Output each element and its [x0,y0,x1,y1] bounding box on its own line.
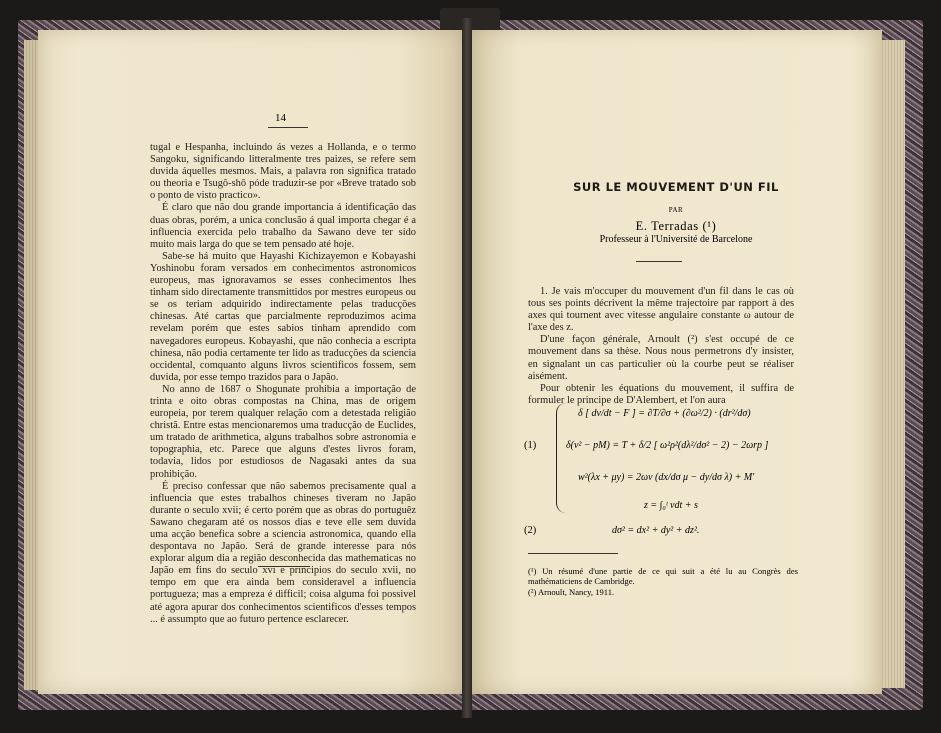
equation-brace [556,403,567,513]
article-title: SUR LE MOUVEMENT D'UN FIL [573,180,779,194]
by-label: PAR [668,206,684,214]
footnote-rule [528,553,618,554]
equation-system [520,400,810,545]
equation-label-2: (2) [524,525,537,536]
affiliation: Professeur à l'Université de Barcelone [599,234,753,245]
right-page-body [528,286,794,407]
paragraph: D'une façon générale, Arnoult (²) s'est occupé de ce mouvement dans sa thèse. Nous nous permetrons d'y insister, en signalant un cas particulier où la courbe peut se réaliser aisément. [528,334,794,382]
paragraph: Pour obtenir les équations du mouvement, il suffira de formuler le principe de D'Alembert, et l'on aura [528,382,794,406]
equation-c: w²(λx + μy) = 2ωv (dx/dσ μ − dy/dσ λ) + M' [578,472,755,483]
paragraph: É preciso confessar que não sabemos precisamente qual a influencia que estes trabalhos chineses tiveram no Japão durante o seculo xvii; é certo porém que as obras do portuguêz Sawano chegaram até os nossos dias e teve elle sem duvida uma acção benefica sobre a sciencia astronomica, quando ella despontava no Japão. Será de grande interesse para nós explorar algum dia a região desconhecida das mathematicas no Japão em fins do seculo xvi e principios do seculo xvii, no tempo em que era ainda bem consideravel a influencia portugueza; mas a empreza é difficil; coisa alguma foi possivel até agora apurar dos conhecimentos scientificos d'esses tempos ... é assumpto que ao futuro pertence esclarecer. [150,480,416,625]
paragraph: Sabe-se há muito que Hayashi Kichizayemon e Kobayashi Yoshinobu foram versados em conhecimentos astronomicos europeus, mas ignoravamos se esses conhecimentos lhes tinham sido directamente transmittidos por mestres europeus ou se os teriam adquirido indirectamente pelas traducções chinesas. Até cartas que parcialmente reproduzimos acima revelam porém que estes sabios tinham aprendido com navegadores europeus. Kobayashi, que não conhecia a escripta chinesa, não podia certamente ter lido as traducções da sciencia occidental, comquanto alguns livros scientificos fossem, sem duvida, por esse tempo trazidos para o Japão. [150,250,416,383]
equation-b: δ(v² − pM) = T + δ/2 [ ω²ρ²(dλ²/dσ² − 2) − 2ωrp ] [566,440,769,451]
page-number-rule [268,127,308,128]
footnotes [528,566,798,597]
equation-d: z = ∫₀ᵗ vdt + s [644,500,698,511]
paragraph: É claro que não dou grande importancia á identificação das duas obras, porém, a unica conclusão á qual importa chegar é a influencia exercida pelo trabalho da Sawano deve ter sido muito mais larga do que se tem pensado até hoje. [150,202,416,250]
book-spine [462,18,472,718]
left-page-body [150,142,416,626]
end-rule [258,566,310,567]
footnote: (¹) Un résumé d'une partie de ce qui suit a été lu au Congrès des mathématiciens de Cambridge. [528,566,798,587]
author: E. Terradas (¹) [635,219,717,233]
page-number: 14 [275,112,286,124]
equation-label-1: (1) [524,440,537,451]
paragraph: No anno de 1687 o Shogunate prohibia a importação de trinta e oito obras compostas na China, mas de origem europeia, por terem qualquer relação com a detestada religião christã. Entre estas mencionaremos uma traducção de Euclides, um tratado de arithmetica, alguns trabalhos sobre astronomia e topographia, etc. Parece que alguns d'estes livros foram, todavia, lidos por estudiosos de Nagasaki antes da sua prohibição. [150,383,416,480]
equation-a: δ [ dv/dt − F ] = ∂T/∂σ + (∂ω²/2) · (dr²/dσ) [578,408,751,419]
paragraph: tugal e Hespanha, incluindo ás vezes a Hollanda, e o termo Sangoku, significando litteralmente tres paizes, se refere sem duvida áquelles mesmos. Mais, a palavra ron significa tratado ou theoria e Tsugō-shō póde traduzir-se por «Breve tratado sob o ponto de visto practico». [150,142,416,202]
title-rule [636,261,682,262]
footnote: (²) Arnoult, Nancy, 1911. [528,586,615,597]
paragraph: 1. Je vais m'occuper du mouvement d'un fil dans le cas où tous ses points décrivent la même trajectoire par rapport à des axes qui tournent avec vitesse angulaire constante ω autour de l'axe des z. [528,286,794,334]
equation-e: dσ² = dx² + dy² + dz². [612,525,700,536]
